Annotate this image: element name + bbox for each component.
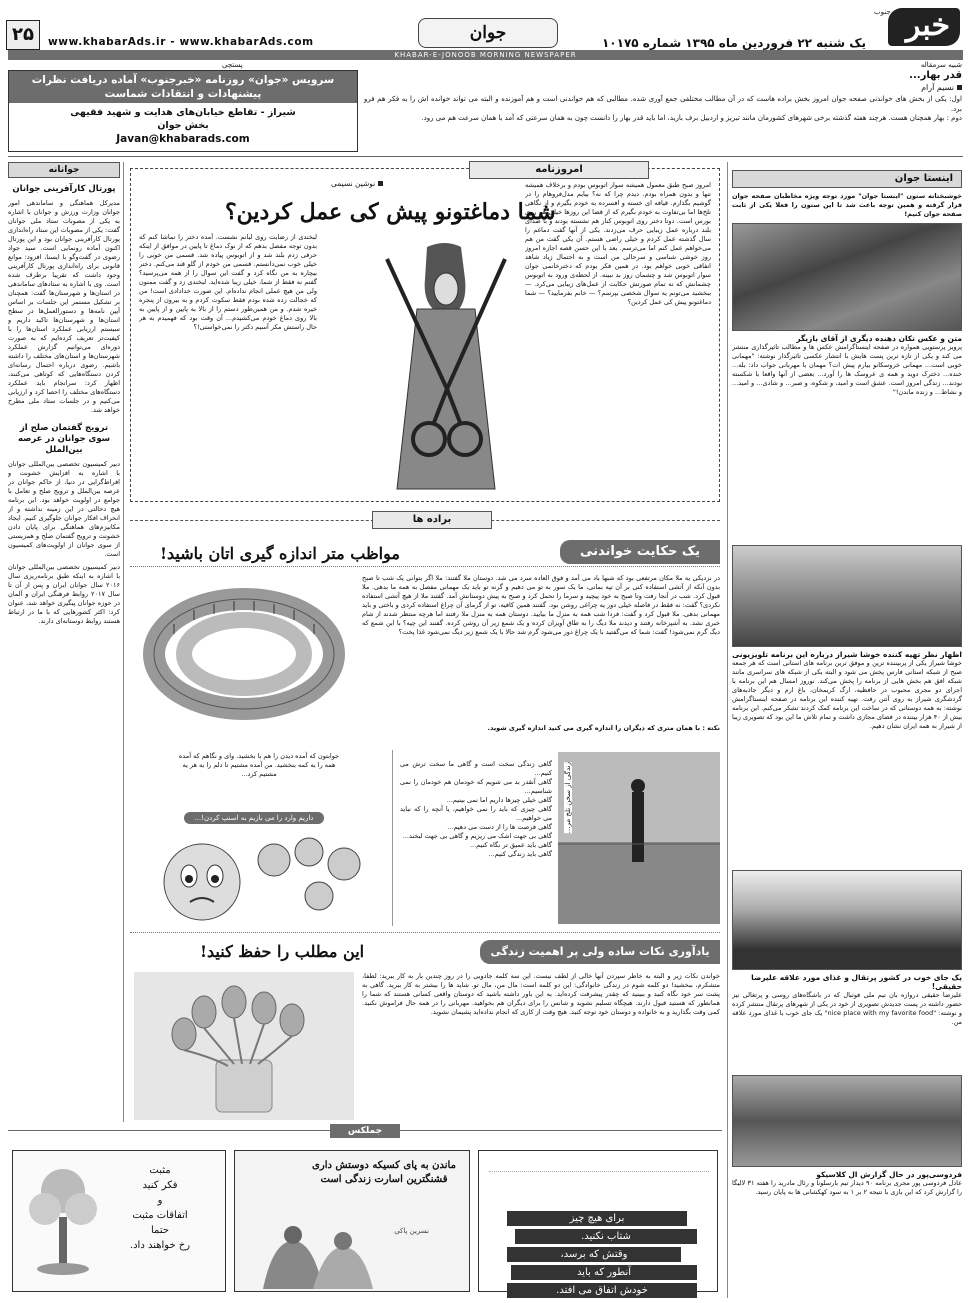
left-art2-body: دبیر کمیسیون تخصصی بین‌المللی جوانان با اشاره به افزایش خشونت و افراط‌گرایی در دنیا، از حاکم جوانان در عرصه بین‌الملل و ترویج صلح و تعامل با جوامع در اولویت خواهد بود. این برنامه هیچ دخالتی در این زمینه نداشته و از انحراف افکار جوانان جلوگیری کنیم. ایجاد مکانیزم‌های هماهنگی برای پایان دادن خشونت و ترویج گفتمان صلح و همزیستی از سوی جوانان از اولویت‌های کمیسیون است. [8,460,120,558]
emrooz-header: امروزنامه [469,161,649,179]
insta-body-3: علیرضا حقیقی دروازه بان تیم ملی فوتبال که در باشگاه‌های روسی و پرتغالی نیز حضور داشته در پست جدیدش تصویری از خود در یکی از شهرهای پرتقال منتشر کرده و نوشته: "nice place with my favorite food" یک جای خوب با غذای مورد علاقه من. [732,991,962,1026]
logo [872,6,964,50]
jomlex-card-middle [234,1150,470,1292]
tips-photo [134,972,354,1120]
jomlex-line: رخ خواهند داد. [129,1240,191,1251]
left-column-header: جوانانه [8,162,120,178]
editorial-body-2: دوم : بهار همچنان هست. هرچند هفته گذشته برخی شهرهای کشورمان مانند تبریز و اردبیل برف بارید، اما باید قدر بهار را دانست چون به همان سرعتی که آمد با همان سرعت هم می رود. [421,114,962,122]
poem-rule [392,750,393,926]
logo-subtitle: جنوب [874,8,891,16]
service-dept: بخش جوان [157,120,209,131]
right-column-header: اینستا جوان [732,170,962,188]
insta-body-1: پرویز پرستویی همواره در صفحه اینستاگرامش عکس ها و مطالب تاثیرگذاری منتشر می کند و یکی از تازه ترین پست هایش با انتشار عکسی تاثیرگذار نوشته: "مهمانی خوبی است... مهمانی خروسکانو بیارم پیش ات؟ مهمان با مهربانی جواب داد: بله... خنده... دخترک دوید و همه ی عروسک ها را آورد... بعضی از آنها واقعا با شکسته بودند... زندگی امروز است. عشق است و امید، و شکوه، و صبر... و شادی... و امید... و نشاط... و زنده ماندن!" [732,343,962,396]
jomlex-line: اتفاقات مثبت [132,1210,188,1221]
right-column-rule [727,162,728,1298]
story-label: یک حکایت خواندنی [560,540,720,564]
editorial-title: قدر بهار... [909,70,962,81]
jomlex-card-right [478,1150,718,1296]
tips-body: خواندن نکات زیر و البته به خاطر سپردن آنها خالی از لطف نیست. این سه کلمه جادویی را در روز چندین بار به کار ببرید: لطفا، متشکرم، ببخشید! دو کلمه شوم در زندگی خانوادگی: این دو کلمه است: مال من، مال تو. شاید ها را بیشتر به کار ببرید. گاهی به پشت سر خود نگاه کنید و ببینید که چقدر پیشرفت کرده‌اید. به این باور داشته باشید که دوستان واقعی کسانی هستند که شما را همانطور که هستید قبول دارند. هیچگاه تسلیم نشوید و شانس را برای دیگران هم بخواهید. مهربانی را در همه حال فراموش نکنید. کمی وقت بگذارید و به خانواده و دوستان خود توجه کنید. هیچ وقت از کاری که انجام نداده‌اید پشیمان نشوید. [362,972,720,1016]
jomlex-card-right-lines [507,1211,697,1298]
insta-photo-goalkeeper [732,870,962,970]
section-title-box [418,18,558,48]
sub-label-left: پستچی [222,61,243,69]
tulips-vase-photo [134,972,354,1120]
left-art1-title: پورتال کارآفرینی جوانان [12,184,116,194]
insta-body-4: عادل فردوسی پور مجری برنامه ۹۰ دیدار تیم بارسلونا و رئال مادرید را هفته ۳۱ لالیگا را گزارش کرد که این بازی با نتیجه ۲ بر ۱ به سود کهکشانی ها به پایان رسید. [732,1179,962,1196]
story-note: نکته : با همان متری که دیگران را اندازه گیری می کنید اندازه گیری شوید. [487,724,720,732]
measuring-tape-illustration [134,574,354,734]
jomlex-line: خودش اتفاق می افتد. [507,1283,697,1298]
jomlex-line: وقتش که برسد، [507,1247,681,1262]
jomlex-line: شتاب نکنید. [515,1229,697,1244]
english-strip [8,50,963,60]
insta-photo-reporter [732,1075,962,1167]
scissors-woman-illustration [367,239,525,497]
insta-photo-hosts [732,545,962,647]
tips-label: یادآوری نکات ساده ولی پر اهمیت زندگی [480,940,720,964]
bullet-icon [957,85,962,90]
editorial-author-row [364,83,962,92]
emrooz-title: شما دماغتونو پیش کی عمل کردین؟ [225,199,556,225]
insta-intro: خوشبختانه ستون "اینستا جوان" مورد توجه ویژه مخاطبان صفحه جوان قرار گرفته و همین توجه باعث شد تا این ستون را فعلا یکی از ثابت صفحه جوان کنیم! [732,192,962,218]
jomlex-card-middle-author: نسرین پاکی [394,1227,429,1235]
tips-title: این مطلب را حفظ کنید! [200,942,365,961]
right-column [732,170,962,1298]
english-strip-text: KHABAR-E-JONOOB MORNING NEWSPAPER [394,51,577,59]
insta-body-2: خوشا شیراز یکی از پربیننده ترین و موفق ترین برنامه های استانی است که هر جمعه صبح از شبکه استانی فارس پخش می شود و البته یکی از شبکه های سراسری مانند شبکه افق هم بخش هایی از برنامه را پخش می‌کند. نوروز امسال هم این برنامه با اجرای دو مجری محبوب در حافظیه، ارگ کریمخان، باغ ارم و دیگر جاذبه‌های گردشگری شیراز به روی آنتن رفت. تهیه کننده این برنامه در صفحه اینستاگرامش نوشته: به همه دوستانی که در ساخت این برنامه کمک کردند تشکر می‌کنم. این برنامه بیش از ۴۰ هزار بیننده در فضای مجازی داشت و تمام تلاش ما این بود که تصویری زیبا از شیراز به همه ایران نشان دهیم. [732,659,962,730]
story-underline [130,566,720,567]
poem-line: گاهی بی جهت اشک می ریزیم و گاهی بی جهت لبخند... [402,832,552,840]
jomlex-line: فکر کنید [142,1180,178,1191]
service-email[interactable]: Javan@khabarads.com [116,133,250,145]
funny-tag: داریم وارد را می بازیم به اسنپ کردن!... [184,812,324,824]
section-title: جوان [469,23,507,43]
sub-label-right: شبیه سرمقاله [920,61,962,69]
story-tape-image [134,574,354,734]
left-art3-body: دبیر کمیسیون تخصصی بین‌المللی جوانان با اشاره به اینکه طبق برنامه‌ریزی سال ۲۰۱۶ سال جوانان ایران و پس از آن تا سال ۲۰۱۷ روابط فرهنگی ایران و آلمان در حوزه جوانان پیگیری خواهد شد، عنوان کرد: اکثر کشورهایی که با ما در ارتباط هستند روابط دوستانه‌ای دارند. [8,563,120,625]
left-art1-body: مدیرکل هماهنگی و ساماندهی امور جوانان وزارت ورزش و جوانان با اشاره به یکی از مصوبات ستاد ملی جوانان گفت: یکی از مصوبات این ستاد راه‌اندازی پورتال کارآفرینی جوانان بود و این پورتال اکنون آماده رونمایی است. سید جواد رضوی در گفت‌وگو با ایسنا، افزود: موانع قانونی برای راه‌اندازی پورتال کارآفرینی وجود داشت که تقریبا برطرف شده است. وی با اشاره به ستادهای ساماندهی در استان‌ها و شهرستان‌ها گفت: همچنان بر تشکیل مستمر این جلسات بر اساس آیین نامه‌ها و دستورالعمل‌ها در سطح استان‌ها و شهرستان‌ها تاکید داریم و سیستم ارزیابی عملکرد استان‌ها را با کیفیت‌تر تعریف کرده‌ایم که به صورت دوره‌ای می‌توانیم گزارش عملکرد شهرستان‌ها و استان‌های مختلف را داشته باشیم. رضوی درباره احتمال رسانه‌ای کردن دستگاه‌هایی که کوتاهی می‌کنند، اظهار کرد: سرانجام باید عملکرد دستگاه‌های مختلف را احصا کرد و ارزیابی می‌کنیم و در جلسات ستاد ملی مطرح خواهد شد. [8,199,120,414]
emrooz-author: نوشین نسیمی [331,179,376,188]
jomlex-card-left [12,1150,226,1292]
couple-illustration [243,1221,393,1289]
insta-caption-2: اظهار نظر تهیه کننده خوشا شیراز درباره این برنامه تلویزیونی [732,650,962,659]
jomlex-card-left-text [105,1163,215,1253]
editorial [364,70,962,152]
poem-photo [558,752,720,924]
beach-walker-photo [558,752,720,924]
jomlex-line: و [157,1195,163,1206]
poem-line: گاهی زندگی سخت است و گاهی ما سخت ترش می کنیم... [400,760,552,777]
emrooz-illustration [367,239,525,497]
jomlex-line: برای هیچ چیز [507,1211,687,1226]
insta-caption-4: فردوسی‌پور در حال گزارش ال کلاسیکو [816,1170,962,1179]
poem-line: گاهی چیزی که باید را نمی خواهیم، یا آنچه را که نباید می خواهیم... [400,805,552,822]
poem-line: گاهی خیلی چیزها داریم اما نمی بینیم... [446,796,552,804]
insta-caption-1: متن و عکس تکان دهنده دیگری از آقای بازیگر [796,334,962,343]
websites[interactable]: www.khabarAds.ir - www.khabarAds.com [48,36,314,48]
jomlex-line: آنطور که باید [511,1265,697,1280]
emrooz-box [130,164,720,502]
service-address: شیراز - تقاطع خیابان‌های هدایت و شهید فقیهی [70,107,296,118]
logo-text: خبر [905,8,950,43]
poem-side-text: زندگی از سخن تلخ مر... [564,762,572,834]
funny-text: جوابتون که آمده دیدن را هم با بخشید. وای و نگاهم که آمده همه را به کمه بنخشید. من آمده مشتیم تا دلم را به هر یه مشتیم کرد... [178,752,340,778]
left-column-rule [123,162,124,1122]
poem-line: گاهی آنقدر بد می شویم که خودمان هم خودمان را نمی شناسیم... [400,778,552,795]
emrooz-col-2: لبخندی از رضایت روی لبانم نشست. آمده دختر را تماشا کنم که بدون توجه مفصل بدهم که از نوک دماغ تا پایین در موافق از اینکه حرفی زدم بلند شد و از اتوبوس پیاده شد. قسمی من خوبی را خیلی خوب نمی‌دانستم. قسمی من خودم از گلو قند می‌کنم. دختر بیچاره به من نگاه کرد و گفت این سوال را از همه می‌پرسید؟ گفتم نه فقط از شما، خیلی زیبا شده‌اید. لبخندی زد و گفت ممنون ولی من هیچ عملی انجام نداده‌ام. این صورت خدادادی است! من که خجالت زده شده بودم فقط سکوت کردم و به بیرون از پنجره خیره شدم. و من همین‌طور دستم را از بالا به پایین و از پایین به بالا روی دماغ خودم می‌کشیدم... آن وقت بود که فهمیدم به هر حال راستش مکر آسیم دکتر را نمی‌خواستی!؟ [139,233,317,331]
bullet-icon [378,181,383,186]
editorial-author: نسیم آرام [921,83,954,92]
barade-header: براده ها [372,511,492,529]
jomlex-card-right-top-rule [489,1171,709,1172]
service-title-line1: سرویس «جوان» روزنامه «خبرجنوب» آماده دریافت نظرات [31,74,335,86]
tips-divider [130,932,720,933]
service-box [8,70,358,152]
story-title: مواظب متر اندازه گیری اتان باشید! [160,544,400,563]
left-column [8,162,120,1122]
emrooz-author-row [331,179,383,188]
emoji-faces-illustration [144,830,380,924]
jomlex-line: حتما [150,1225,170,1236]
poem-line: گاهی باید عمیق تر نگاه کنیم... [469,841,552,849]
funny-box [134,752,386,924]
service-box-title [9,71,357,103]
poem-line: گاهی باید زندگی کنیم... [488,850,552,858]
emrooz-col-1: امروز صبح طبق معمول همیشه سوار اتوبوس بودم و برخلاف همیشه تنها و بدون همراه بودم. دیدم چرا که نه؟ بیایم مدل‌فروهام را در گوشیم بگذارم. قیافه ای خسته و افسرده به خودم بگیرم و از نگاهی تلخ‌ها اما بی‌تفاوت به خودم بگیرم که از قضا این روزها خیلی هم روی بورس است. دوتا دختر روی اتوبوس کنار هم نشسته بودند و با صدای بلند درباره عمل زیبایی حرف می‌زدند. یکی از آنها گفت دماغم را سال گذشته عمل کردم و خیلی راضی هستم. آن یکی گفت من هم می‌خواهم عمل کنم اما می‌ترسم. بعد با این حسن قصه اجازه امروز روز خوشی شناسی و سرحالی من است و به احتمال زیاد شاهد اتفاقی خوبی خواهم بود. در همین فکر بودم که دخترخانمی جوان سوار اتوبوس شد و چشمان روز بد نبینه. از لحظه‌ی ورود به اتوبوس چشمانش که نه تمام صورتش حکایت از عمل‌های زیبایی می‌کرد. — ببخشید می‌تونم یه سوال شخصی بپرسم؟ — خانم بفرمایید؟ — شما دماغتونو پیش کی عمل کردین؟ [525,181,711,306]
issue-date: یک شنبه ۲۲ فروردین ماه ۱۳۹۵ شماره ۱۰۱۷۵ [601,36,866,50]
poem-line: گاهی فرصت ها را از دست می دهیم... [447,823,552,831]
page-number: ۲۵ [6,20,40,50]
divider-top [8,156,963,157]
insta-photo-girl [732,223,962,331]
story-body: در نزدیکی یه ملا مکان مرتفعی بود که شبها باد می آمد و فوق العاده سرد می شد. دوستان ملا گفتند: ملا اگر بتوانی یک شب تا صبح بدون آنکه از آتشی استفاده کنی بر آن تپه بمانی، ما یک سور به تو می دهیم و گرنه تو باید یک مهمانی مفصل به همه ما بدهی. ملا قبول کرد. شب در آنجا رفت وتا صبح به خود پیچید و سرما را تحمل کرد و صبح به پیش دوستانش آمد. گفتند ملا از هیچ آتشی استفاده نکردی؟ گفت: نه فقط در فاصله خیلی دور یه چراغی روشن بود. گفتند همین کافیه، تو از گرمای آن چراغ استفاده کردی و باختی و باید مهمانی بدهی. ملا قبول کرد و گفت: فردا شب همه به منزل ما بیایید. دوستان همه به منزل ملا رفتند اما هرچه منتظر شدند از شام خبری نشد. به آشپزخانه رفتند و دیدند ملا دیگ را به طاق آویزان کرده و یک شمع زیر آن روشن کرده. گفتند این چیه؟ با این شمع که دیگ گرم نمی‌شود! گفت: شما که می‌گفتید با یک چراغ دور می‌شود گرم شد حالا با یک شمع زیر دیگ نمی‌شود غذا پخت؟ [362,574,720,636]
tree-icon [23,1161,103,1281]
jomlex-header: جملکس [330,1124,400,1138]
poem-list [400,760,552,924]
service-title-line2: پیشنهادات و انتقادات شماست [104,88,262,100]
editorial-body-1: اول: یکی از بخش های خواندنی صفحه جوان امروز بخش براده هاست که در آن مطالب مختلفی جمع آوری شده. مطالبی که هم خواندنی است و هم آموزنده و البته می تواند خوانده اش را به فکر هم فرو برد. [364,95,962,113]
left-art2-title: ترویج گفتمان صلح از سوی جوانان در عرصه بین‌الملل [17,423,111,455]
insta-caption-3: یک جای خوب در کشور پرتقال و غذای مورد علاقه علیرضا حقیقی! [751,973,962,991]
jomlex-line: مثبت [149,1165,171,1176]
jomlex-card-middle-title: ماندن به پای کسیکه دوستش داری قشنگترین اسارت زندگی است [312,1160,456,1185]
